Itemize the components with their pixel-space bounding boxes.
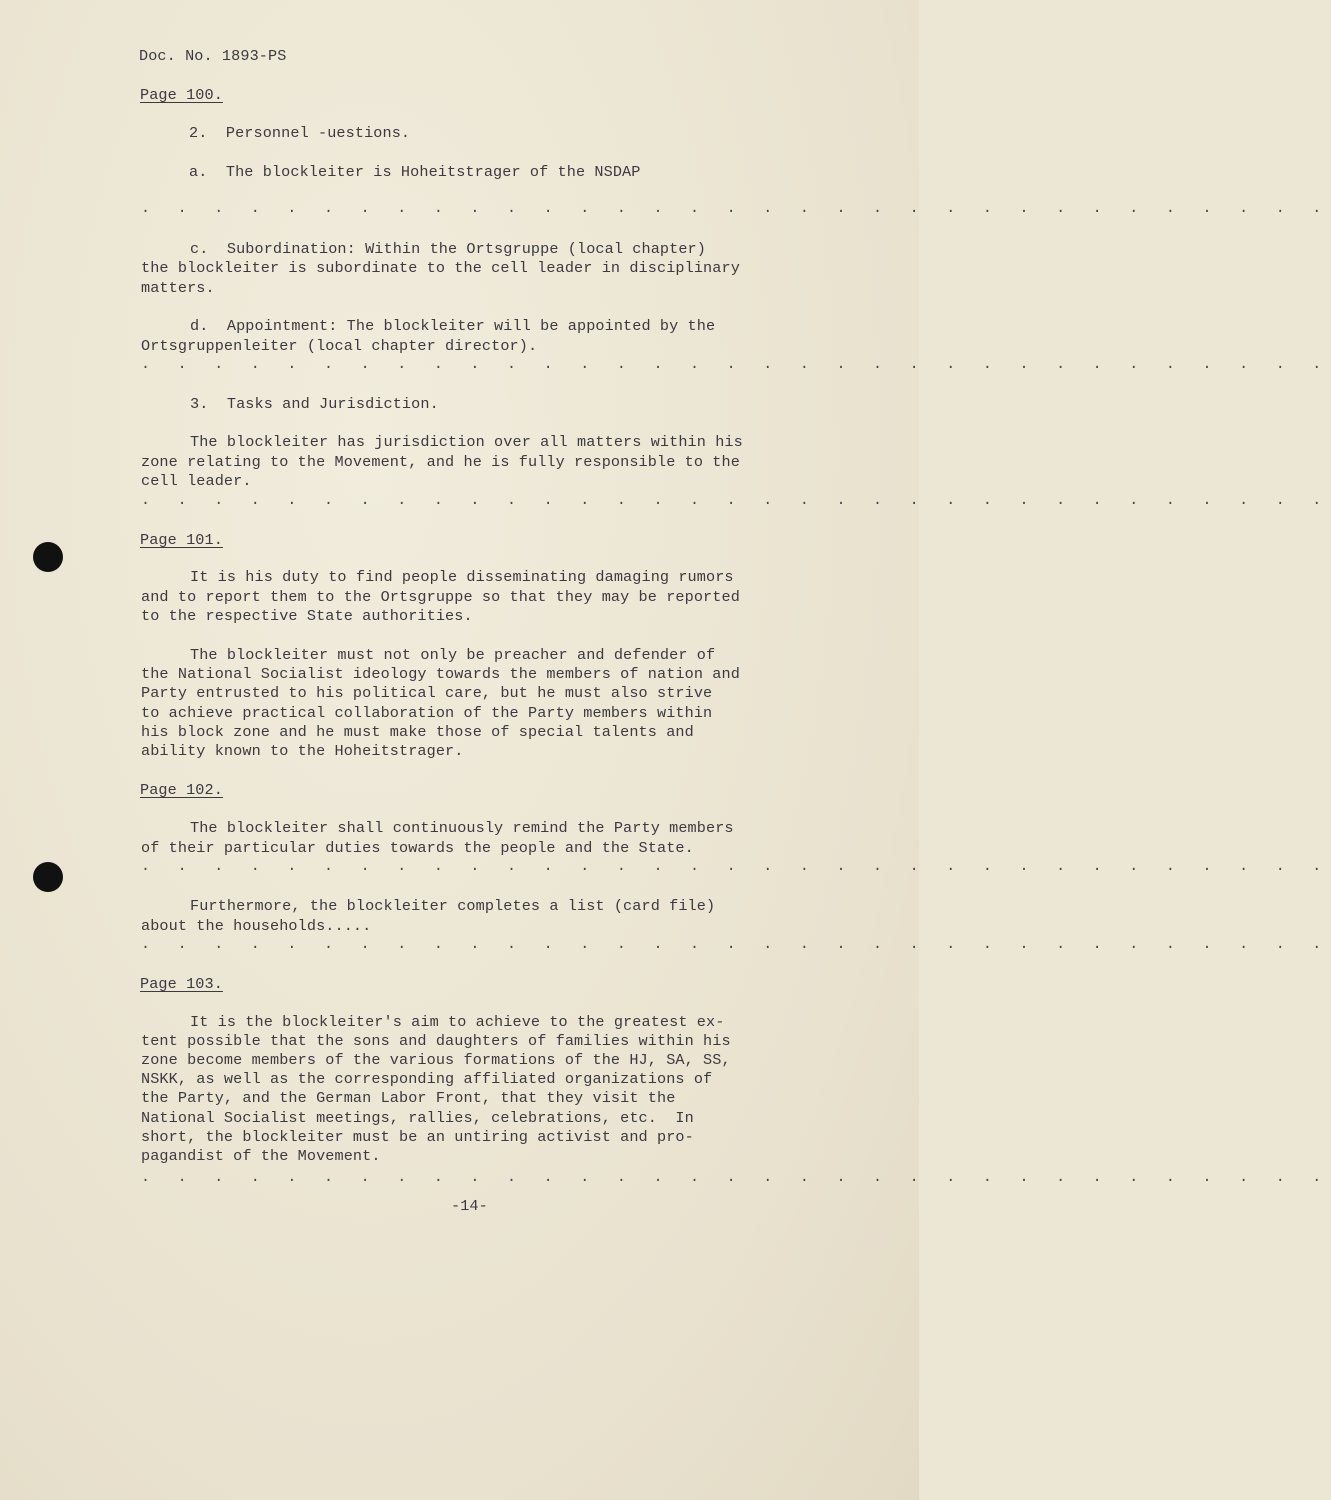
para-101b-line-2: the National Socialist ideology towards the members of nation and xyxy=(141,665,740,683)
page-number: -14- xyxy=(451,1197,488,1215)
para-101a-line-3: to the respective State authorities. xyxy=(141,607,473,625)
para-103-line-7: short, the blockleiter must be an untiring activist and pro- xyxy=(141,1128,694,1146)
page-heading-103: Page 103. xyxy=(140,975,223,993)
para-103-line-1: It is the blockleiter's aim to achieve to the greatest ex- xyxy=(190,1013,725,1031)
page-heading-101: Page 101. xyxy=(140,531,223,549)
para-103-line-6: National Socialist meetings, rallies, celebrations, etc. In xyxy=(141,1109,694,1127)
page-heading-100: Page 100. xyxy=(140,86,223,104)
item-3-tasks: 3. Tasks and Jurisdiction. xyxy=(190,395,439,413)
item-d-line-2: Ortsgruppenleiter (local chapter director). xyxy=(141,337,538,355)
para-101a-line-1: It is his duty to find people disseminating damaging rumors xyxy=(190,568,734,586)
para-102a-line-1: The blockleiter shall continuously remind the Party members xyxy=(190,819,734,837)
doc-number: Doc. No. 1893-PS xyxy=(139,47,287,65)
punch-hole xyxy=(33,542,63,572)
punch-hole xyxy=(33,862,63,892)
item-2-personnel-questions: 2. Personnel ‐uestions. xyxy=(189,124,411,142)
jurisdiction-line-3: cell leader. xyxy=(141,472,252,490)
item-a: a. The blockleiter is Hoheitstrager of the NSDAP xyxy=(189,163,641,181)
para-102b-line-1: Furthermore, the blockleiter completes a list (card file) xyxy=(190,897,716,915)
ellipsis-row: . . . . . . . . . . . . . . . . . . . . . . . . . . . . . . . . . xyxy=(141,200,1331,217)
item-c-line-1: c. Subordination: Within the Ortsgruppe (local chapter) xyxy=(190,240,706,258)
ellipsis-row: . . . . . . . . . . . . . . . . . . . . . . . . . . . . . . . . . xyxy=(141,356,1331,373)
ellipsis-row: . . . . . . . . . . . . . . . . . . . . . . . . . . . . . . . . . xyxy=(141,936,1331,953)
para-101b-line-1: The blockleiter must not only be preacher and defender of xyxy=(190,646,716,664)
para-103-line-3: zone become members of the various formations of the HJ, SA, SS, xyxy=(141,1051,731,1069)
ellipsis-row: . . . . . . . . . . . . . . . . . . . . . . . . . . . . . . . . . xyxy=(141,858,1331,875)
page-heading-102: Page 102. xyxy=(140,781,223,799)
para-101b-line-3: Party entrusted to his political care, but he must also strive xyxy=(141,684,713,702)
para-103-line-5: the Party, and the German Labor Front, that they visit the xyxy=(141,1089,676,1107)
para-102a-line-2: of their particular duties towards the people and the State. xyxy=(141,839,694,857)
jurisdiction-line-1: The blockleiter has jurisdiction over all matters within his xyxy=(190,433,743,451)
para-103-line-2: tent possible that the sons and daughters of families within his xyxy=(141,1032,731,1050)
item-c-line-2: the blockleiter is subordinate to the cell leader in disciplinary xyxy=(141,259,740,277)
para-103-line-4: NSKK, as well as the corresponding affiliated organizations of xyxy=(141,1070,713,1088)
para-101b-line-4: to achieve practical collaboration of the Party members within xyxy=(141,704,713,722)
para-101a-line-2: and to report them to the Ortsgruppe so that they may be reported xyxy=(141,588,740,606)
jurisdiction-line-2: zone relating to the Movement, and he is fully responsible to the xyxy=(141,453,740,471)
item-d-line-1: d. Appointment: The blockleiter will be appointed by the xyxy=(190,317,716,335)
para-101b-line-6: ability known to the Hoheitstrager. xyxy=(141,742,464,760)
ellipsis-row: . . . . . . . . . . . . . . . . . . . . . . . . . . . . . . . . . xyxy=(141,1169,1331,1186)
para-102b-line-2: about the households..... xyxy=(141,917,372,935)
ellipsis-row: . . . . . . . . . . . . . . . . . . . . . . . . . . . . . . . . . xyxy=(141,492,1331,509)
para-103-line-8: pagandist of the Movement. xyxy=(141,1147,381,1165)
item-c-line-3: matters. xyxy=(141,279,215,297)
para-101b-line-5: his block zone and he must make those of special talents and xyxy=(141,723,694,741)
